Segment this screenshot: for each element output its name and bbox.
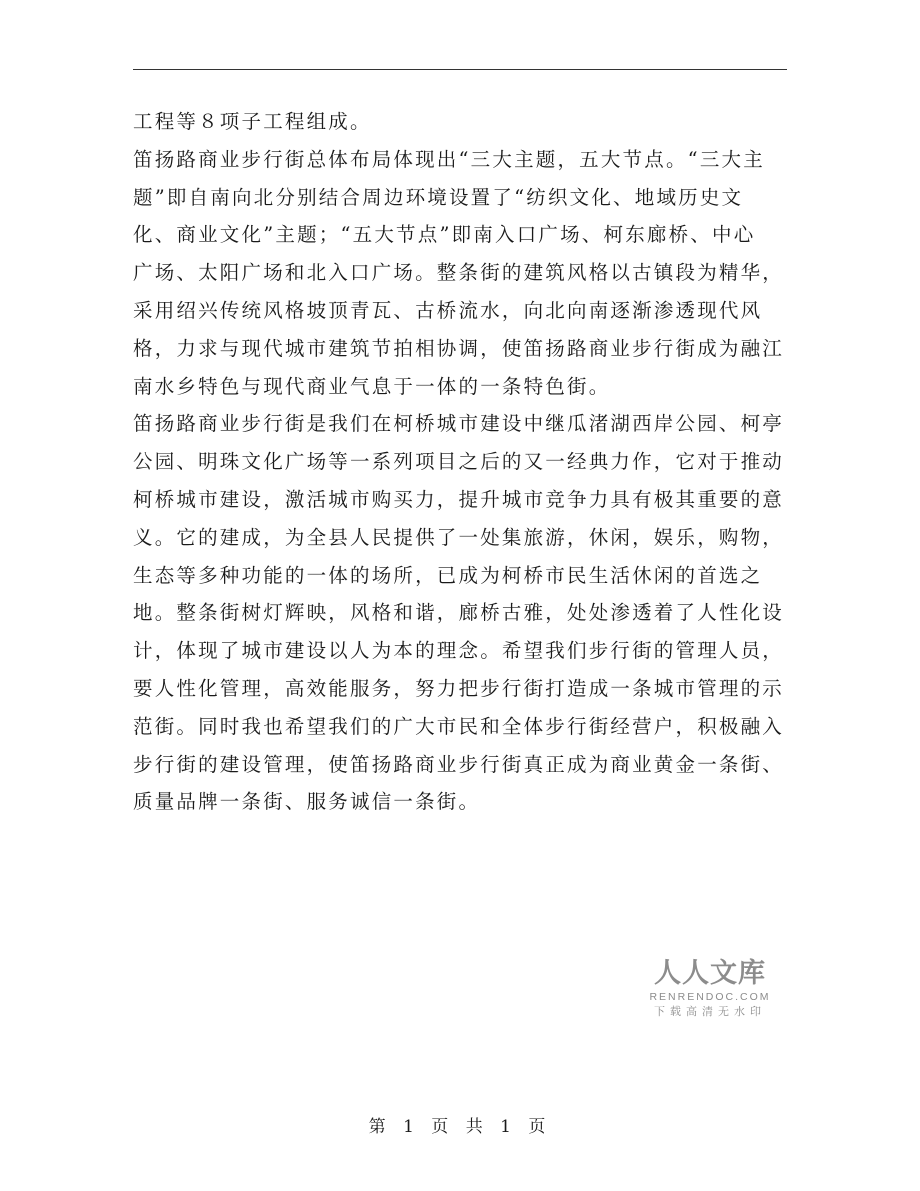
text-line: 采用绍兴传统风格坡顶青瓦、古桥流水，向北向南逐渐渗透现代风: [133, 298, 763, 322]
text-line: 要人性化管理，高效能服务，努力把步行街打造成一条城市管理的示: [133, 676, 785, 700]
text-line: 地。整条街树灯辉映，风格和谐，廊桥古雅，处处渗透着了人性化设: [133, 601, 785, 625]
watermark-subtitle: 下载高清无水印: [654, 1005, 766, 1018]
document-body: [133, 103, 787, 821]
text-line: 柯桥城市建设，激活城市购买力，提升城市竞争力具有极其重要的意: [133, 487, 785, 511]
text-line: 计，体现了城市建设以人为本的理念。希望我们步行街的管理人员，: [133, 639, 785, 663]
watermark-domain: RENRENDOC.COM: [649, 991, 771, 1003]
text-line: 义。它的建成，为全县人民提供了一处集旅游，休闲，娱乐，购物，: [133, 525, 785, 549]
text-line: 南水乡特色与现代商业气息于一体的一条特色街。: [133, 374, 611, 398]
text-line: 格，力求与现代城市建筑节拍相协调，使笛扬路商业步行街成为融江: [133, 336, 785, 360]
text-line: 工程等８项子工程组成。: [133, 110, 372, 133]
text-line: 笛扬路商业步行街总体布局体现出“三大主题，五大节点。“三大主: [133, 147, 765, 171]
text-line: 步行街的建设管理，使笛扬路商业步行街真正成为商业黄金一条街、: [133, 752, 785, 776]
text-line: 质量品牌一条街、服务诚信一条街。: [133, 790, 481, 814]
text-line: 生态等多种功能的一体的场所，已成为柯桥市民生活休闲的首选之: [133, 563, 763, 587]
watermark-logo: [640, 958, 780, 1020]
text-line: 题”即自南向北分别结合周边环境设置了“纺织文化、地域历史文: [133, 185, 744, 209]
text-line: 公园、明珠文化广场等一系列项目之后的又一经典力作，它对于推动: [133, 450, 785, 474]
header-rule: [133, 69, 787, 70]
text-line: 广场、太阳广场和北入口广场。整条街的建筑风格以古镇段为精华，: [133, 261, 785, 285]
text-line: 化、商业文化”主题；“五大节点”即南入口广场、柯东廊桥、中心: [133, 223, 756, 247]
page-number: 第 1 页 共 1 页: [368, 1117, 552, 1137]
text-line: 笛扬路商业步行街是我们在柯桥城市建设中继瓜渚湖西岸公园、柯亭: [133, 412, 785, 436]
watermark-title: 人人文库: [654, 958, 766, 989]
text-line: 范街。同时我也希望我们的广大市民和全体步行街经营户，积极融入: [133, 714, 785, 738]
